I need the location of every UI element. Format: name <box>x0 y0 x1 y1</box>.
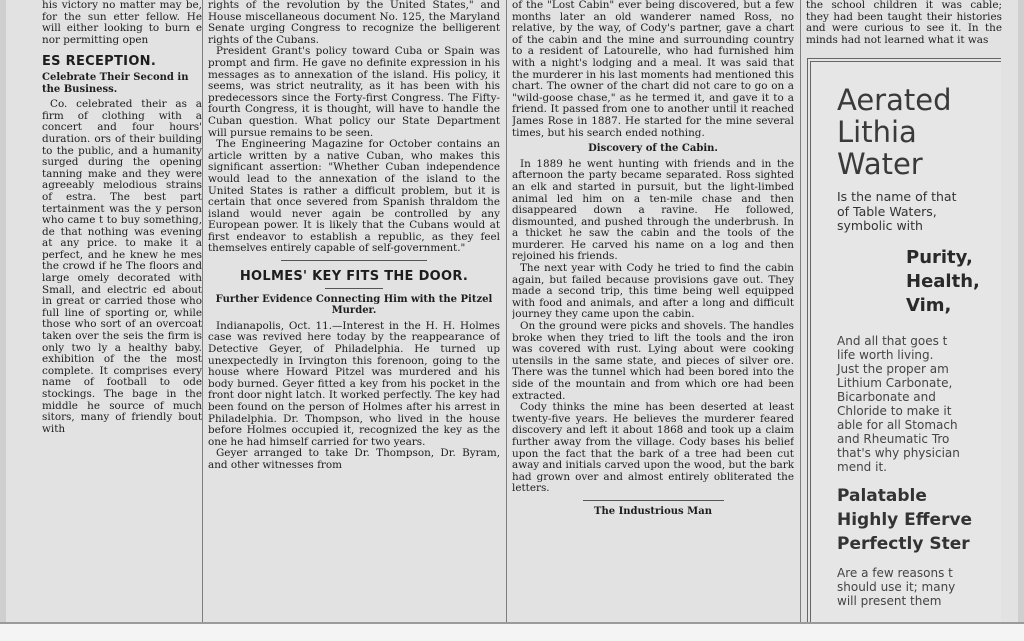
ad-intro-line: symbolic with <box>837 218 923 233</box>
ad-virtue: Vim, <box>906 294 952 316</box>
column-1-subhead: Celebrate Their Second in the Business. <box>42 71 189 95</box>
ad-intro-line: of Table Waters, <box>837 203 937 219</box>
lithia-water-advertisement <box>807 58 1001 631</box>
ad-subhead: Palatable <box>837 485 927 506</box>
paper-bottom-edge <box>0 622 1024 641</box>
column-1-body: Co. celebrated their as a firm of clothing with a concert and four hours' duration. ors of their building to the public, and a humanity surged during the opening tanning make and they were agreeably melodious strains of estra. The best part tertainment was the y person who came t to buy something, de that nothing was evening at any price. to make it a perfect, and he knew he mes the crowd if he The floors and large omely decorated with Small, and electric ed about in great or carried those who full line of sporting or, while those who sort of an overcoat taken over the seis the firm is only two ly a healthy baby. exhibition of the the most complete. It comprises every name of football to ode stockings. The bage in the middle he source of much sitors, many of friendly bout with <box>42 98 202 435</box>
ad-body-line: And all that goes t <box>837 333 948 348</box>
ad-body-line: life worth living. <box>837 347 934 362</box>
column-rule <box>202 0 203 631</box>
ad-title-line: Water <box>837 147 923 181</box>
divider <box>281 260 427 261</box>
industrious-man-headline: The Industrious Man <box>594 505 712 517</box>
column-1-headline: ES RECEPTION. <box>42 54 157 70</box>
column-1 <box>42 0 202 631</box>
column-3-top-text: of the "Lost Cabin" ever being discovered, but a few months later an old wanderer named Ross, no relative, by the way, of Cody's partner, gave a chart of the cabin and the mine and surrounding country to a resident of Latourelle, who had furnished him with a night's lodging and a meal. It was said that the murderer in his last moments had mentioned this chart. The owner of the chart did not care to go on a "wild-goose chase," as he termed it, and gave it to a friend. It passed from one to another until it reached James Rose in 1887. He started for the mine several times, but his search ended nothing. <box>512 0 794 139</box>
column-4-top-text: the school children it was cable; they had been taught their histories and were curious to see it. In the minds had not learned what it was <box>806 0 1002 46</box>
column-2-top-text: rights of the revolution by the United States," and House miscellaneous document No. 125, the Maryland Senate urging Congress to recognize the belligerent rights of the Cubans. <box>208 0 500 46</box>
ad-title-line: Aerated <box>837 83 952 117</box>
column-2-paragraph: President Grant's policy toward Cuba or Spain was prompt and firm. He gave no definite expression in his messages as to annexation of the island. His policy, it seems, was strict neutrality, as it has been with his predecessors since the Forty-first Congress. The Fifty-fourth Congress, it is thought, will have to handle the Cuban question. What policy our State Department will pursue remains to be seen. <box>208 45 500 139</box>
column-1-top-text: his victory no matter may be, for the sun etter fellow. He will either looking to burn e nor permitting open <box>42 0 202 46</box>
column-2-paragraph: Geyer arranged to take Dr. Thompson, Dr. Byram, and other witnesses from <box>208 447 500 471</box>
ad-body-line: that's why physician <box>837 445 960 460</box>
column-3 <box>512 0 794 631</box>
ad-body-line: mend it. <box>837 459 887 474</box>
ad-tail-line: should use it; many <box>837 579 956 594</box>
column-3-paragraph: On the ground were picks and shovels. The handles broke when they tried to lift the tools and the iron was covered with rust. Lying about were cooking utensils in the same state, and pieces of silver ore. There was the tunnel which had been bored into the side of the mountain and from which ore had been extracted. <box>512 320 794 402</box>
ad-body-line: Bicarbonate and <box>837 389 936 404</box>
holmes-headline: HOLMES' KEY FITS THE DOOR. <box>239 269 469 285</box>
newspaper-page <box>6 0 1018 631</box>
ad-virtue: Health, <box>906 270 980 292</box>
column-rule <box>506 0 507 631</box>
divider <box>325 288 383 289</box>
column-2-paragraph: Indianapolis, Oct. 11.—Interest in the H. H. Holmes case was revived here today by the reappearance of Detective Geyer, of Philadelphia. He turned up unexpectedly in Irvington this forenoon, going to the house where Howard Pitzel was murdered and his body burned. Geyer fitted a key from his pocket in the front door night latch. It worked perfectly. The key had been found on the person of Holmes after his arrest in Philadelphia. Dr. Thompson, who lived in the house before Holmes occupied it, recognized the key as the one he had himself carried for two years. <box>208 319 500 448</box>
column-3-paragraph: In 1889 he went hunting with friends and in the afternoon the party became separated. Ross sighted an elk and started in pursuit, but the light-limbed animal led him on a ten-mile chase and then disappeared down a ravine. He followed, dismounted, and pushed through the underbrush. In a thicket he saw the cabin and the tools of the murderer. He carved his name on a log and then rejoined his friends. <box>512 157 794 263</box>
ad-subhead: Perfectly Ster <box>837 533 970 554</box>
cabin-subhead: Discovery of the Cabin. <box>588 143 718 155</box>
ad-title-line: Lithia <box>837 115 917 149</box>
ad-body-line: and Rheumatic Tro <box>837 431 950 446</box>
divider <box>583 500 724 501</box>
column-3-paragraph: Cody thinks the mine has been deserted at least twenty-five years. He believes the murderer feared discovery and left it about 1868 and took up a claim further away from the village. Cody bases his belief upon the fact that the bark of a tree had been cut away and initials carved upon the wood, but the bark had grown over and almost entirely obliterated the letters. <box>512 401 794 495</box>
ad-intro-line: Is the name of that <box>837 189 957 204</box>
column-3-paragraph: The next year with Cody he tried to find the cabin again, but failed because provisions gave out. They made a second trip, this time being well equipped with food and animals, and after a long and difficult journey they came upon the cabin. <box>512 262 794 321</box>
column-2-paragraph: The Engineering Magazine for October contains an article written by a native Cuban, who makes this significant assertion: "Whether Cuban independence would lead to the annexation of the island to the United States is rather a difficult problem, but it is certain that once severed from Spanish thraldom the island would never again be controlled by any European power. It is likely that the Cubans would at first endeavor to establish a republic, as they feel themselves entirely capable of self-government." <box>208 138 500 255</box>
column-rule <box>800 0 801 631</box>
column-2 <box>208 0 500 631</box>
ad-tail-line: Are a few reasons t <box>837 565 953 580</box>
ad-body-line: able for all Stomach <box>837 417 958 432</box>
column-4 <box>806 0 1002 56</box>
ad-subhead: Highly Efferve <box>837 509 973 530</box>
ad-body-line: Chloride to make it <box>837 403 952 418</box>
ad-body-line: Just the proper am <box>837 361 949 376</box>
ad-body-line: Lithium Carbonate, <box>837 375 953 390</box>
holmes-subhead: Further Evidence Connecting Him with the Pitzel Murder. <box>215 293 493 317</box>
ad-virtue: Purity, <box>906 246 973 268</box>
ad-tail-line: will present them <box>837 593 942 608</box>
